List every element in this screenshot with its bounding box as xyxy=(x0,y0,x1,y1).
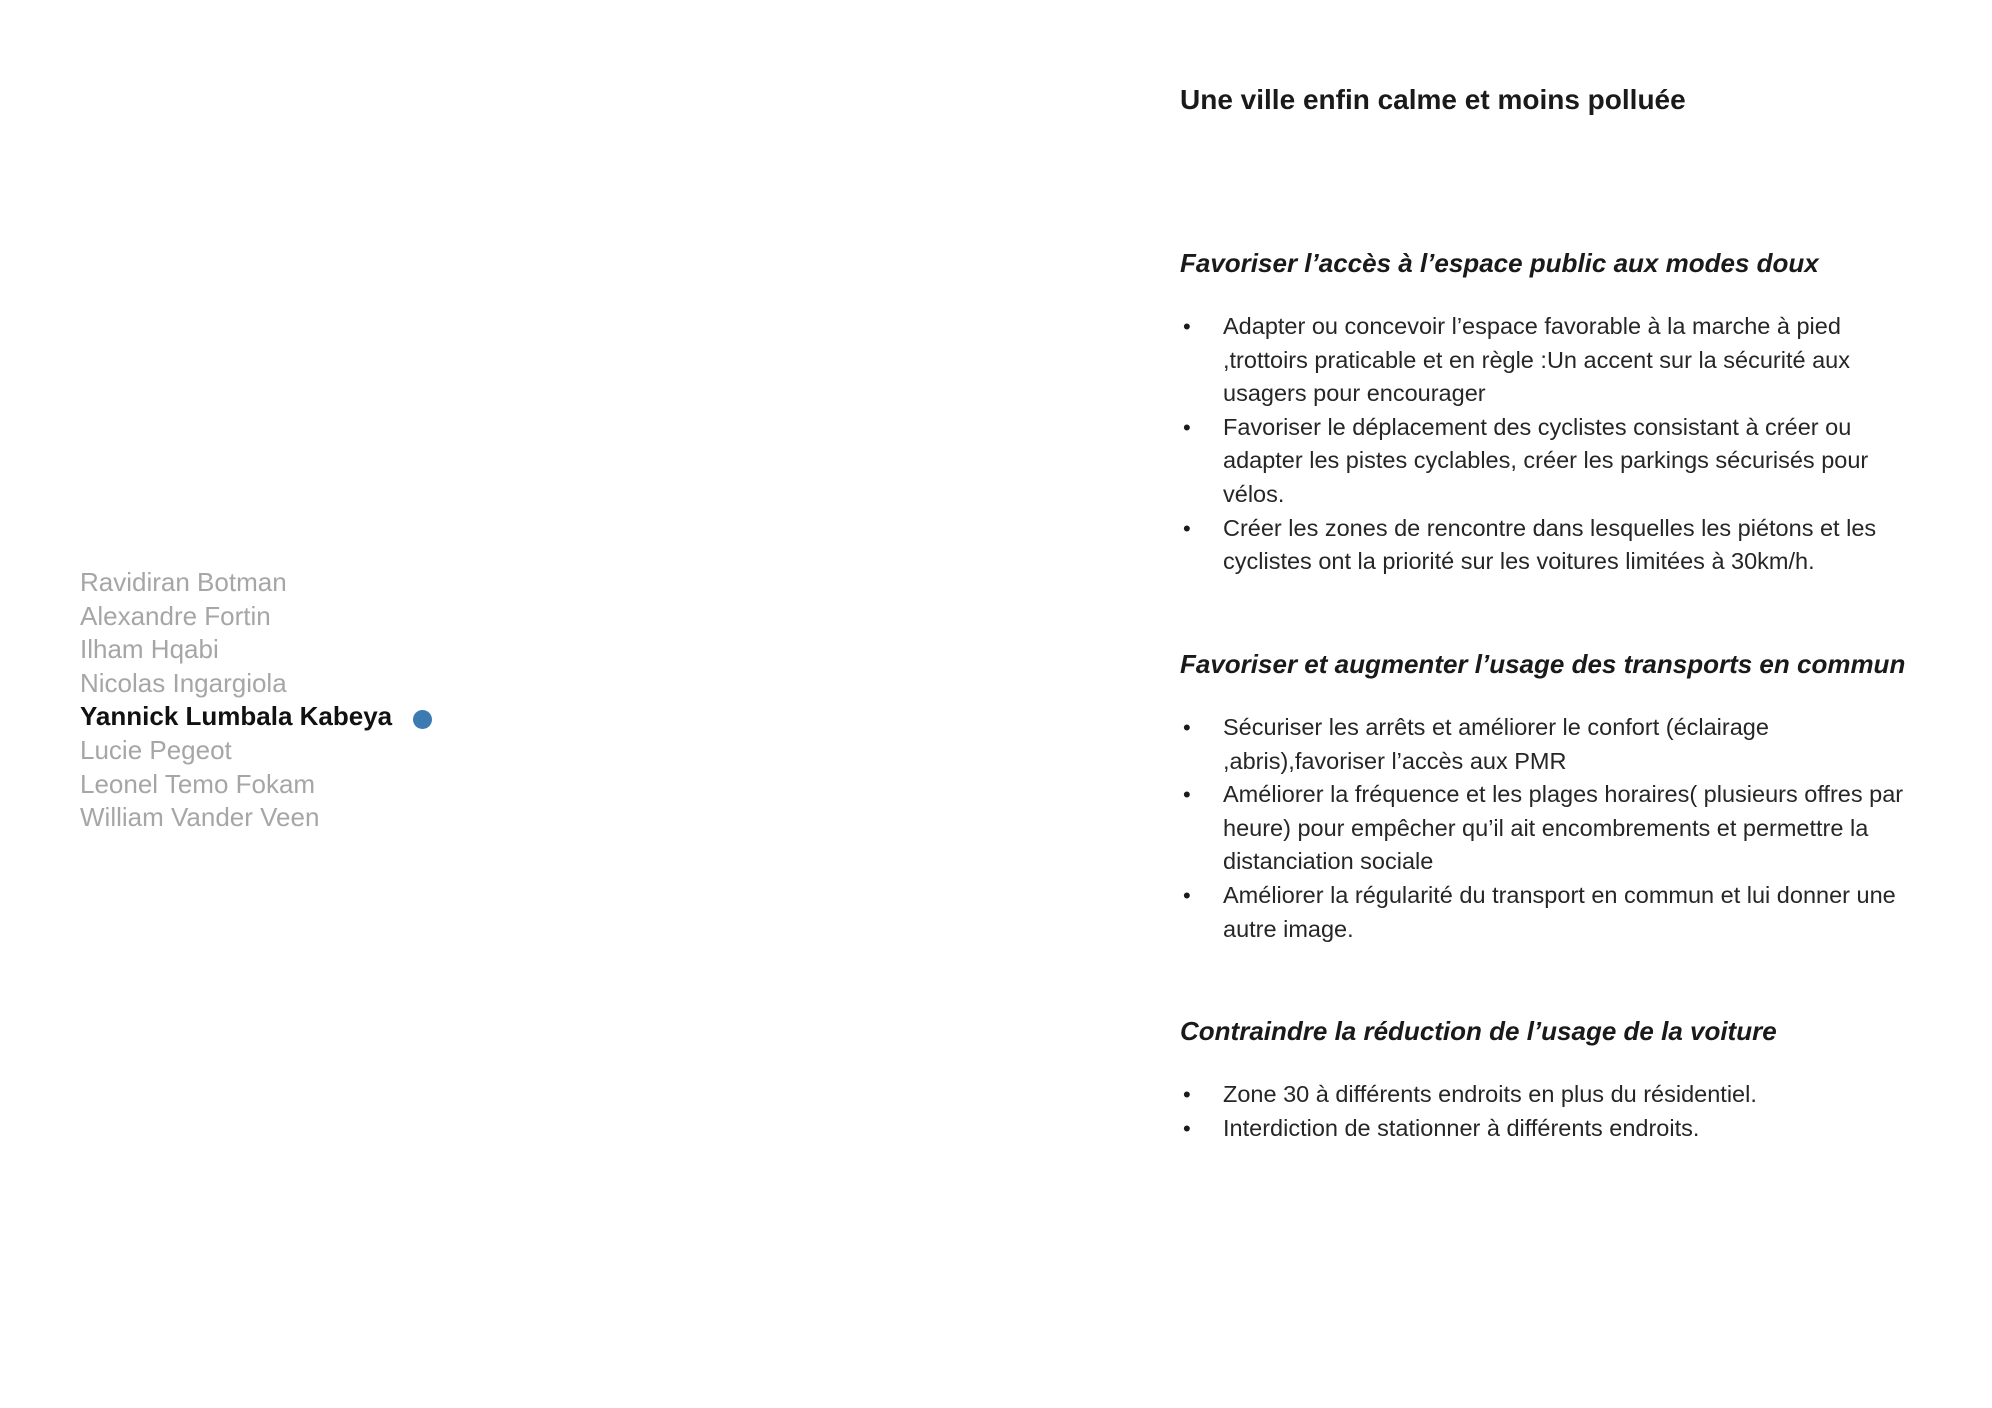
list-item-text: Interdiction de stationner à différents endroits. xyxy=(1223,1114,1700,1141)
team-member-name: William Vander Veen xyxy=(80,802,320,833)
bullet-icon: • xyxy=(1183,515,1191,541)
team-member-active xyxy=(80,700,392,734)
team-member xyxy=(80,801,392,835)
team-member xyxy=(80,734,392,768)
page-title: Une ville enfin calme et moins polluée xyxy=(1180,84,1686,115)
list-item-text: Créer les zones de rencontre dans lesquelles les piétons et les cyclistes ont la priorité sur les voitures limitées à 30km/h. xyxy=(1223,514,1877,575)
list-item xyxy=(1180,512,1920,579)
bullet-icon: • xyxy=(1183,882,1191,908)
bullet-icon: • xyxy=(1183,314,1191,339)
team-member-name: Lucie Pegeot xyxy=(80,734,232,765)
content-column xyxy=(1180,82,1920,1141)
section-heading: Favoriser l’accès à l’espace public aux modes doux xyxy=(1180,248,1819,278)
bullet-icon: • xyxy=(1183,414,1191,440)
team-member xyxy=(80,566,392,600)
team-member xyxy=(80,633,392,667)
team-member xyxy=(80,768,392,802)
list-item xyxy=(1180,310,1920,411)
active-indicator-dot-icon xyxy=(413,710,432,729)
bullet-list xyxy=(1180,1078,1920,1145)
team-member-name: Yannick Lumbala Kabeya xyxy=(80,701,393,732)
section-heading: Contraindre la réduction de l’usage de la voiture xyxy=(1180,1016,1777,1046)
bullet-list xyxy=(1180,310,1920,579)
list-item-text: Adapter ou concevoir l’espace favorable à la marche à pied ,trottoirs praticable et en règle :Un accent sur la sécurité aux usagers pour encourager xyxy=(1223,313,1850,407)
team-member-name: Leonel Temo Fokam xyxy=(80,768,316,799)
team-member-name: Ilham Hqabi xyxy=(80,634,219,665)
team-member xyxy=(80,600,392,634)
list-item xyxy=(1180,778,1920,879)
bullet-list xyxy=(1180,711,1920,946)
list-item-text: Améliorer la régularité du transport en commun et lui donner une autre image. xyxy=(1223,881,1896,942)
section-heading: Favoriser et augmenter l’usage des transports en commun xyxy=(1180,649,1906,679)
list-item-text: Favoriser le déplacement des cyclistes consistant à créer ou adapter les pistes cyclables, créer les parkings sécurisés pour vélos. xyxy=(1223,413,1869,507)
team-member-list xyxy=(80,566,392,835)
bullet-icon: • xyxy=(1183,1082,1191,1107)
list-item xyxy=(1180,711,1920,778)
team-member xyxy=(80,667,392,701)
list-item-text: Améliorer la fréquence et les plages horaires( plusieurs offres par heure) pour empêcher qu’il ait encombrements et permettre la distanciation sociale xyxy=(1223,781,1904,875)
bullet-icon: • xyxy=(1183,715,1191,740)
list-item xyxy=(1180,411,1920,512)
list-item-text: Zone 30 à différents endroits en plus du résidentiel. xyxy=(1223,1081,1757,1107)
list-item xyxy=(1180,1078,1920,1112)
bullet-icon: • xyxy=(1183,1115,1191,1141)
list-item xyxy=(1180,879,1920,946)
list-item-text: Sécuriser les arrêts et améliorer le confort (éclairage ,abris),favoriser l’accès aux PMR xyxy=(1223,714,1769,774)
team-member-name: Nicolas Ingargiola xyxy=(80,667,287,698)
team-member-name: Ravidiran Botman xyxy=(80,567,287,597)
section-usage-voiture xyxy=(1180,1014,1920,1145)
team-member-name: Alexandre Fortin xyxy=(80,600,271,631)
section-modes-doux xyxy=(1180,246,1920,579)
bullet-icon: • xyxy=(1183,782,1191,808)
section-transports-en-commun xyxy=(1180,647,1920,946)
list-item xyxy=(1180,1112,1920,1146)
